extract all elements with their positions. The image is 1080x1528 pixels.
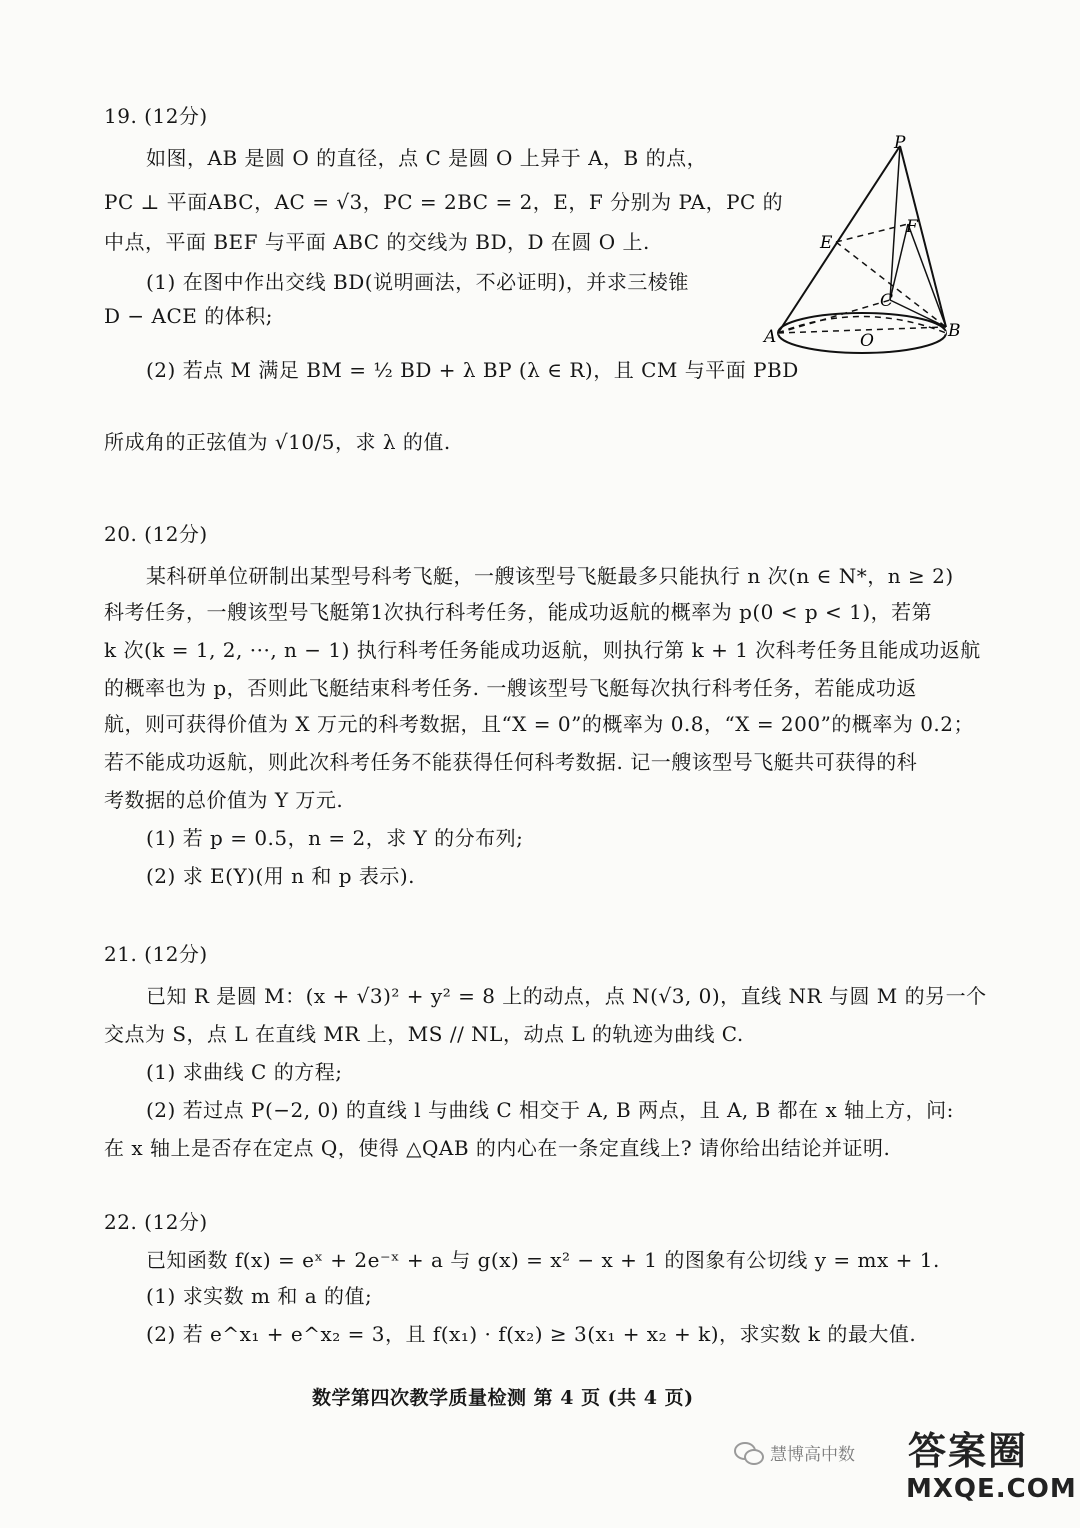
q21-text-line: 已知 R 是圆 M：(x + √3)² + y² = 8 上的动点，点 N(√3, 0)，直线 NR 与圆 M 的另一个 (146, 984, 987, 1008)
page-footer: 数学第四次教学质量检测 第 4 页 (共 4 页) (312, 1387, 694, 1409)
q22-text-line: 已知函数 f(x) = eˣ + 2e⁻ˣ + a 与 g(x) = x² − x + 1 的图象有公切线 y = mx + 1. (146, 1248, 940, 1272)
q20-text-line: 科考任务，一艘该型号飞艇第1次执行科考任务，能成功返航的概率为 p(0 < p < 1)，若第 (104, 600, 933, 624)
q19-heading: 19. (12分) (104, 104, 208, 128)
label-C: C (880, 291, 894, 311)
q21-text-line: 交点为 S，点 L 在直线 MR 上，MS // NL，动点 L 的轨迹为曲线 C. (104, 1022, 744, 1046)
q22-part2: (2) 若 e^x₁ + e^x₂ = 3，且 f(x₁) · f(x₂) ≥ 3(x₁ + x₂ + k)，求实数 k 的最大值. (146, 1322, 917, 1346)
watermark-logo-box (902, 1418, 1077, 1510)
q19-text-line: 中点，平面 BEF 与平面 ABC 的交线为 BD，D 在圆 O 上. (104, 230, 650, 254)
label-E: E (820, 233, 833, 253)
cone-figure (760, 128, 980, 358)
q19-part1: (1) 在图中作出交线 BD(说明画法，不必证明)，并求三棱锥 (146, 270, 689, 294)
q19-part2: (2) 若点 M 满足 BM = ½ BD + λ BP (λ ∈ R)，且 CM 与平面 PBD (146, 358, 799, 382)
q20-part1: (1) 若 p = 0.5，n = 2，求 Y 的分布列; (146, 826, 524, 850)
q20-text-line: 考数据的总价值为 Y 万元. (104, 788, 344, 812)
q21-text-line: 在 x 轴上是否存在定点 Q，使得 △QAB 的内心在一条定直线上? 请你给出结论并证明. (104, 1136, 891, 1160)
q19-text-line: 如图，AB 是圆 O 的直径，点 C 是圆 O 上异于 A，B 的点， (146, 146, 708, 170)
q19-text-line: PC ⊥ 平面ABC，AC = √3，PC = 2BC = 2，E，F 分别为 PA，PC 的 (104, 190, 784, 214)
q21-heading: 21. (12分) (104, 942, 208, 966)
q21-part1: (1) 求曲线 C 的方程; (146, 1060, 343, 1084)
wechat-icon (734, 1442, 764, 1464)
watermark-account: 慧博高中数 (770, 1445, 855, 1465)
watermark (730, 1418, 1077, 1518)
q19-text-line: D − ACE 的体积; (104, 304, 273, 328)
q20-text-line: 若不能成功返航，则此次科考任务不能获得任何科考数据. 记一艘该型号飞艇共可获得的科 (104, 750, 918, 774)
label-B: B (948, 321, 961, 341)
q20-text-line: k 次(k = 1, 2, ···, n − 1) 执行科考任务能成功返航，则执行第 k + 1 次科考任务且能成功返航 (104, 638, 981, 662)
q22-heading: 22. (12分) (104, 1210, 208, 1234)
watermark-logo: 答案圈 (908, 1429, 1029, 1473)
label-P: P (894, 133, 906, 153)
label-O: O (860, 331, 874, 351)
q20-text-line: 的概率也为 p，否则此飞艇结束科考任务. 一艘该型号飞艇每次执行科考任务，若能成功返 (104, 676, 917, 700)
q21-part2: (2) 若过点 P(−2, 0) 的直线 l 与曲线 C 相交于 A, B 两点，且 A, B 都在 x 轴上方，问: (146, 1098, 954, 1122)
q20-part2: (2) 求 E(Y)(用 n 和 p 表示). (146, 864, 416, 888)
q20-heading: 20. (12分) (104, 522, 208, 546)
q20-text-line: 某科研单位研制出某型号科考飞艇，一艘该型号飞艇最多只能执行 n 次(n ∈ N*，n ≥ 2) (146, 564, 954, 588)
watermark-site: MXQE.COM (906, 1474, 1077, 1504)
label-F: F (906, 217, 918, 237)
q20-text-line: 航，则可获得价值为 X 万元的科考数据，且“X = 0”的概率为 0.8，“X = 200”的概率为 0.2； (104, 712, 974, 736)
label-A: A (764, 327, 777, 347)
q22-part1: (1) 求实数 m 和 a 的值; (146, 1284, 373, 1308)
q19-text-line: 所成角的正弦值为 √10/5，求 λ 的值. (104, 430, 451, 454)
